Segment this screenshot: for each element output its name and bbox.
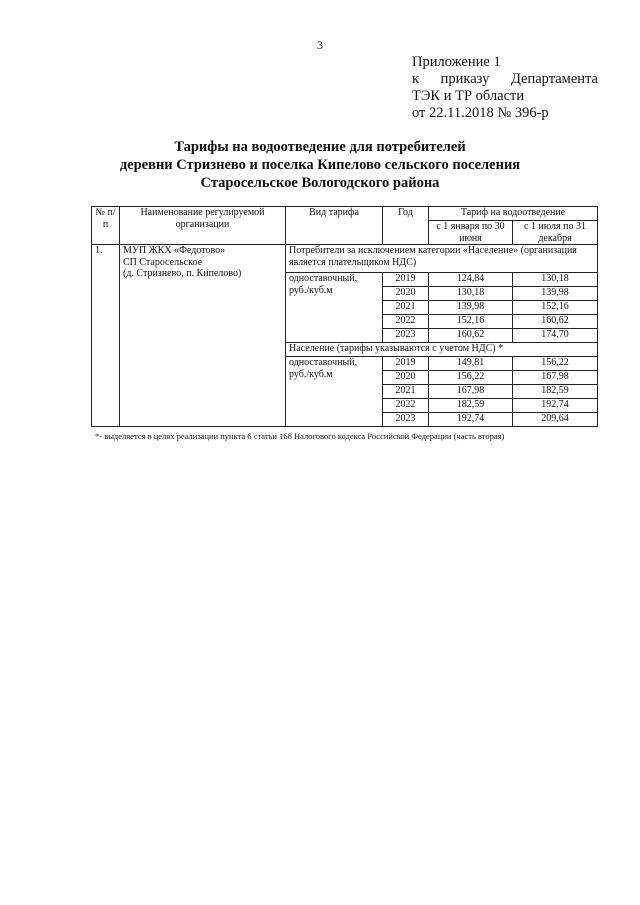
s2-h1-value: 182,59 bbox=[429, 399, 513, 413]
s1-h1-value: 130,18 bbox=[429, 287, 513, 301]
appendix-line-3: ТЭК и ТР области bbox=[412, 88, 525, 104]
section-1-label: Потребители за исключением категории «Население» (организация является плательщиком НДС) bbox=[286, 245, 598, 273]
s1-h2-value: 174,70 bbox=[513, 329, 598, 343]
appendix-word: к bbox=[412, 71, 420, 87]
s2-year: 2022 bbox=[383, 399, 429, 413]
s1-h1-value: 152,16 bbox=[429, 315, 513, 329]
title-line-1: Тарифы на водоотведение для потребителей bbox=[174, 139, 466, 155]
footnote: *- выделяется в целях реализации пункта 6 статьи 168 Налогового кодекса Российской Федерации (часть вторая) bbox=[95, 431, 505, 441]
s1-year: 2019 bbox=[383, 273, 429, 287]
s2-year: 2023 bbox=[383, 413, 429, 427]
s1-h2-value: 160,62 bbox=[513, 315, 598, 329]
header-year: Год bbox=[383, 207, 429, 245]
s2-h2-value: 192,74 bbox=[513, 399, 598, 413]
section-2-kind: одноставочный, руб./куб.м bbox=[286, 357, 383, 427]
s2-year: 2019 bbox=[383, 357, 429, 371]
header-half-1: с 1 января по 30 июня bbox=[429, 221, 513, 245]
s2-h2-value: 182,59 bbox=[513, 385, 598, 399]
s2-h2-value: 209,64 bbox=[513, 413, 598, 427]
header-half-2: с 1 июля по 31 декабря bbox=[513, 221, 598, 245]
s1-year: 2022 bbox=[383, 315, 429, 329]
title-line-2: деревни Стризнево и поселка Кипелово сельского поселения bbox=[119, 157, 521, 173]
s2-h1-value: 156,22 bbox=[429, 371, 513, 385]
section-2-label: Население (тарифы указываются с учетом НДС) * bbox=[286, 343, 598, 357]
organization-cell bbox=[120, 245, 286, 427]
row-number: 1. bbox=[92, 245, 120, 427]
s1-h1-value: 139,98 bbox=[429, 301, 513, 315]
org-line: (д. Стризнево, п. Кипелово) bbox=[123, 268, 242, 279]
appendix-word: Департамента bbox=[510, 71, 598, 87]
appendix-line-4: от 22.11.2018 № 396-р bbox=[412, 105, 549, 121]
s2-h2-value: 167,98 bbox=[513, 371, 598, 385]
page-number: 3 bbox=[317, 38, 323, 52]
tariff-table bbox=[91, 206, 598, 427]
document-title bbox=[40, 138, 600, 192]
s1-year: 2020 bbox=[383, 287, 429, 301]
appendix-block bbox=[412, 54, 598, 122]
s2-h2-value: 156,22 bbox=[513, 357, 598, 371]
s1-h1-value: 124,84 bbox=[429, 273, 513, 287]
appendix-line-1: Приложение 1 bbox=[412, 54, 501, 70]
appendix-line-2 bbox=[412, 71, 598, 88]
s1-h1-value: 160,62 bbox=[429, 329, 513, 343]
s2-h1-value: 192,74 bbox=[429, 413, 513, 427]
header-tariff: Тариф на водоотведение bbox=[429, 207, 598, 221]
s2-year: 2021 bbox=[383, 385, 429, 399]
header-kind: Вид тарифа bbox=[286, 207, 383, 245]
s2-year: 2020 bbox=[383, 371, 429, 385]
s2-h1-value: 167,98 bbox=[429, 385, 513, 399]
s1-h2-value: 152,16 bbox=[513, 301, 598, 315]
s2-h1-value: 149,81 bbox=[429, 357, 513, 371]
org-line: МУП ЖКХ «Федотово» bbox=[123, 245, 226, 256]
title-line-3: Старосельское Вологодского района bbox=[200, 175, 440, 191]
s1-year: 2021 bbox=[383, 301, 429, 315]
s1-year: 2023 bbox=[383, 329, 429, 343]
header-org: Наименование регулируемой организации bbox=[120, 207, 286, 245]
org-line: СП Старосельское bbox=[123, 256, 203, 268]
s1-h2-value: 139,98 bbox=[513, 287, 598, 301]
s1-h2-value: 130,18 bbox=[513, 273, 598, 287]
section-1-kind: одноставочный, руб./куб.м bbox=[286, 273, 383, 343]
header-num: № п/п bbox=[92, 207, 120, 245]
appendix-word: приказу bbox=[440, 71, 490, 87]
